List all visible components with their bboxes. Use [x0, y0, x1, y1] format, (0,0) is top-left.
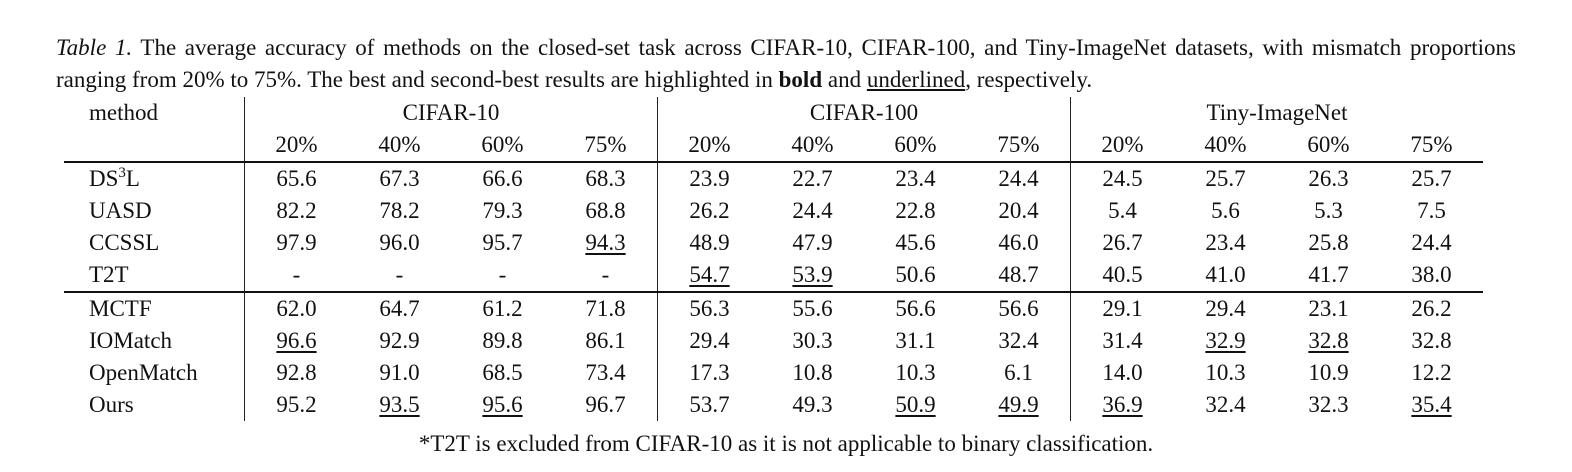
accuracy-value: 32.4 [998, 328, 1039, 353]
accuracy-value: 23.4 [895, 166, 936, 191]
accuracy-cell [864, 162, 967, 195]
proportion-header: 20% [1071, 129, 1175, 162]
accuracy-value: 95.2 [276, 392, 317, 417]
accuracy-value: 7.5 [1417, 198, 1446, 223]
accuracy-cell [1071, 259, 1175, 292]
accuracy-value: 5.4 [1108, 198, 1137, 223]
accuracy-cell [554, 292, 658, 325]
accuracy-value: 45.6 [895, 230, 936, 255]
accuracy-cell [451, 162, 554, 195]
accuracy-value: 73.4 [585, 360, 626, 385]
accuracy-cell [1380, 259, 1483, 292]
accuracy-cell [451, 259, 554, 292]
table-row [64, 227, 1483, 259]
accuracy-value: 10.9 [1308, 360, 1349, 385]
accuracy-value: 32.8 [1411, 328, 1452, 353]
accuracy-value: 56.6 [998, 296, 1039, 321]
accuracy-value: 26.3 [1308, 166, 1349, 191]
accuracy-value: 96.0 [379, 230, 420, 255]
table-row [64, 162, 1483, 195]
accuracy-cell [1277, 389, 1380, 421]
accuracy-value: 26.2 [1411, 296, 1452, 321]
accuracy-value: 68.5 [482, 360, 523, 385]
method-label: CCSSL [89, 230, 160, 255]
accuracy-value: 53.9 [792, 262, 833, 287]
method-label: Ours [89, 392, 134, 417]
accuracy-cell [658, 259, 762, 292]
accuracy-cell [245, 292, 349, 325]
accuracy-cell [967, 259, 1071, 292]
accuracy-cell [451, 292, 554, 325]
accuracy-cell [451, 389, 554, 421]
accuracy-cell [554, 227, 658, 259]
accuracy-cell [451, 195, 554, 227]
accuracy-cell [1380, 162, 1483, 195]
accuracy-cell [967, 292, 1071, 325]
method-label: MCTF [89, 296, 152, 321]
accuracy-cell [1277, 227, 1380, 259]
accuracy-value: 82.2 [276, 198, 317, 223]
accuracy-cell [1174, 389, 1277, 421]
table-caption [56, 32, 1516, 96]
accuracy-value: 95.7 [482, 230, 523, 255]
accuracy-value: 24.4 [792, 198, 833, 223]
accuracy-value: 32.9 [1205, 328, 1246, 353]
accuracy-value: 26.7 [1102, 230, 1143, 255]
accuracy-value: 12.2 [1411, 360, 1452, 385]
accuracy-cell [1380, 227, 1483, 259]
caption-lead: Table 1. [56, 35, 133, 60]
accuracy-cell [864, 195, 967, 227]
accuracy-value: 94.3 [585, 230, 626, 255]
accuracy-cell [451, 357, 554, 389]
proportion-header: 75% [1410, 132, 1453, 157]
proportion-header: 20% [245, 129, 349, 162]
proportion-header: 40% [378, 132, 421, 157]
table-row [64, 259, 1483, 292]
accuracy-value: 89.8 [482, 328, 523, 353]
accuracy-cell [1277, 162, 1380, 195]
accuracy-value: 32.4 [1205, 392, 1246, 417]
accuracy-cell [1380, 325, 1483, 357]
accuracy-cell [1174, 325, 1277, 357]
accuracy-value: 36.9 [1102, 392, 1143, 417]
method-superscript: 3 [118, 165, 126, 181]
accuracy-value: 62.0 [276, 296, 317, 321]
accuracy-cell [1277, 195, 1380, 227]
accuracy-value: 20.4 [998, 198, 1039, 223]
accuracy-value: 46.0 [998, 230, 1039, 255]
accuracy-value: 22.7 [792, 166, 833, 191]
accuracy-cell [658, 357, 762, 389]
accuracy-cell [245, 162, 349, 195]
accuracy-cell [1071, 325, 1175, 357]
proportion-header: 60% [1307, 132, 1350, 157]
accuracy-cell [1277, 259, 1380, 292]
group-header-cifar10: CIFAR-10 [245, 97, 658, 129]
accuracy-cell [967, 227, 1071, 259]
accuracy-value: - [395, 262, 404, 287]
accuracy-value: 79.3 [482, 198, 523, 223]
accuracy-cell [1277, 325, 1380, 357]
method-name [64, 292, 245, 325]
table-row [64, 325, 1483, 357]
accuracy-cell [967, 357, 1071, 389]
method-name [64, 325, 245, 357]
accuracy-value: 66.6 [482, 166, 523, 191]
accuracy-value: 23.1 [1308, 296, 1349, 321]
table-row [64, 195, 1483, 227]
method-label: OpenMatch [89, 360, 198, 385]
caption-bold-word: bold [778, 67, 823, 92]
method-label: UASD [89, 198, 152, 223]
method-label: DS [89, 166, 119, 191]
accuracy-value: 95.6 [482, 392, 523, 417]
accuracy-cell [348, 325, 451, 357]
method-name [64, 227, 245, 259]
accuracy-value: 30.3 [792, 328, 833, 353]
accuracy-value: 41.0 [1205, 262, 1246, 287]
accuracy-cell [1380, 357, 1483, 389]
caption-text: The average accuracy of methods on the closed-set task across CIFAR-10, CIFAR-100, and Tiny-ImageNet datasets, with mismatch proportions ranging from 20% to 75%. The best and second-best results are highlighted in [56, 35, 1516, 92]
accuracy-value: 48.7 [998, 262, 1039, 287]
accuracy-value: 25.7 [1205, 166, 1246, 191]
method-label: IOMatch [89, 328, 173, 353]
accuracy-value: 17.3 [689, 360, 730, 385]
accuracy-value: 24.4 [998, 166, 1039, 191]
accuracy-cell [554, 259, 658, 292]
method-column-header: method [89, 100, 158, 125]
accuracy-value: 22.8 [895, 198, 936, 223]
accuracy-value: 24.4 [1411, 230, 1452, 255]
accuracy-cell [1174, 195, 1277, 227]
accuracy-cell [967, 389, 1071, 421]
caption-text: and [822, 67, 867, 92]
accuracy-cell [761, 292, 864, 325]
accuracy-value: 93.5 [379, 392, 420, 417]
accuracy-value: 96.7 [585, 392, 626, 417]
accuracy-value: 61.2 [482, 296, 523, 321]
accuracy-cell [1277, 357, 1380, 389]
accuracy-value: 96.6 [276, 328, 317, 353]
accuracy-cell [864, 389, 967, 421]
caption-text: , respectively. [965, 67, 1093, 92]
accuracy-value: 78.2 [379, 198, 420, 223]
accuracy-value: 56.3 [689, 296, 730, 321]
caption-underline-word: underlined [866, 67, 966, 92]
accuracy-cell [1174, 259, 1277, 292]
table-row [64, 389, 1483, 421]
accuracy-value: 97.9 [276, 230, 317, 255]
accuracy-cell [761, 357, 864, 389]
accuracy-cell [761, 195, 864, 227]
accuracy-cell [554, 162, 658, 195]
accuracy-value: 32.3 [1308, 392, 1349, 417]
results-table [64, 97, 1483, 421]
accuracy-value: 47.9 [792, 230, 833, 255]
accuracy-cell [245, 325, 349, 357]
accuracy-value: 29.1 [1102, 296, 1143, 321]
method-name [64, 357, 245, 389]
accuracy-cell [1071, 162, 1175, 195]
accuracy-value: 31.1 [895, 328, 936, 353]
accuracy-cell [245, 259, 349, 292]
accuracy-cell [1071, 227, 1175, 259]
method-label: T2T [89, 262, 129, 287]
accuracy-value: 26.2 [689, 198, 730, 223]
accuracy-value: 31.4 [1102, 328, 1143, 353]
accuracy-value: - [498, 262, 507, 287]
accuracy-cell [1071, 357, 1175, 389]
accuracy-value: 92.8 [276, 360, 317, 385]
accuracy-cell [554, 389, 658, 421]
accuracy-value: 48.9 [689, 230, 730, 255]
accuracy-value: 35.4 [1411, 392, 1452, 417]
accuracy-value: 29.4 [689, 328, 730, 353]
accuracy-value: 23.9 [689, 166, 730, 191]
accuracy-value: 68.3 [585, 166, 626, 191]
accuracy-cell [348, 162, 451, 195]
accuracy-cell [348, 357, 451, 389]
accuracy-value: 25.8 [1308, 230, 1349, 255]
accuracy-cell [761, 389, 864, 421]
accuracy-cell [245, 195, 349, 227]
accuracy-cell [761, 325, 864, 357]
accuracy-cell [864, 227, 967, 259]
accuracy-cell [658, 325, 762, 357]
accuracy-cell [761, 162, 864, 195]
accuracy-value: 65.6 [276, 166, 317, 191]
accuracy-cell [761, 227, 864, 259]
accuracy-cell [1071, 195, 1175, 227]
method-header-spacer [64, 129, 245, 162]
proportion-header: 75% [584, 132, 627, 157]
table-footnote: *T2T is excluded from CIFAR-10 as it is not applicable to binary classification. [418, 431, 1154, 456]
table-group-header-row [64, 97, 1483, 129]
accuracy-value: 5.6 [1211, 198, 1240, 223]
accuracy-cell [348, 195, 451, 227]
accuracy-value: 50.6 [895, 262, 936, 287]
accuracy-value: 54.7 [689, 262, 730, 287]
accuracy-cell [245, 389, 349, 421]
accuracy-value: 38.0 [1411, 262, 1452, 287]
accuracy-value: 64.7 [379, 296, 420, 321]
accuracy-cell [864, 259, 967, 292]
accuracy-value: 24.5 [1102, 166, 1143, 191]
accuracy-value: 10.3 [895, 360, 936, 385]
accuracy-cell [864, 357, 967, 389]
accuracy-cell [245, 227, 349, 259]
accuracy-value: 71.8 [585, 296, 626, 321]
accuracy-cell [451, 325, 554, 357]
accuracy-cell [245, 357, 349, 389]
accuracy-cell [554, 325, 658, 357]
accuracy-cell [864, 325, 967, 357]
accuracy-value: - [292, 262, 301, 287]
proportion-header: 60% [481, 132, 524, 157]
table-row [64, 357, 1483, 389]
accuracy-value: 10.3 [1205, 360, 1246, 385]
accuracy-cell [348, 259, 451, 292]
method-label-tail: L [125, 166, 140, 191]
accuracy-cell [658, 162, 762, 195]
accuracy-value: 53.7 [689, 392, 730, 417]
accuracy-cell [1174, 227, 1277, 259]
accuracy-cell [658, 292, 762, 325]
accuracy-cell [554, 195, 658, 227]
accuracy-value: 40.5 [1102, 262, 1143, 287]
method-name [64, 195, 245, 227]
accuracy-cell [658, 389, 762, 421]
accuracy-cell [967, 325, 1071, 357]
accuracy-value: 49.9 [998, 392, 1039, 417]
accuracy-cell [967, 195, 1071, 227]
accuracy-cell [1174, 162, 1277, 195]
accuracy-value: 14.0 [1102, 360, 1143, 385]
accuracy-cell [761, 259, 864, 292]
accuracy-cell [1174, 357, 1277, 389]
accuracy-value: 29.4 [1205, 296, 1246, 321]
accuracy-cell [1380, 389, 1483, 421]
accuracy-value: 68.8 [585, 198, 626, 223]
accuracy-cell [451, 227, 554, 259]
accuracy-cell [348, 227, 451, 259]
method-name [64, 259, 245, 292]
accuracy-value: 86.1 [585, 328, 626, 353]
accuracy-cell [658, 195, 762, 227]
accuracy-value: 25.7 [1411, 166, 1452, 191]
table-row [64, 292, 1483, 325]
method-name [64, 389, 245, 421]
accuracy-value: 55.6 [792, 296, 833, 321]
proportion-header: 75% [997, 132, 1040, 157]
accuracy-value: 32.8 [1308, 328, 1349, 353]
accuracy-value: 67.3 [379, 166, 420, 191]
proportion-header: 40% [1204, 132, 1247, 157]
accuracy-cell [348, 389, 451, 421]
group-header-cifar100: CIFAR-100 [658, 97, 1071, 129]
accuracy-cell [1071, 292, 1175, 325]
method-name [64, 162, 245, 195]
accuracy-value: 23.4 [1205, 230, 1246, 255]
accuracy-value: 92.9 [379, 328, 420, 353]
accuracy-value: 49.3 [792, 392, 833, 417]
accuracy-value: - [601, 262, 610, 287]
accuracy-value: 5.3 [1314, 198, 1343, 223]
accuracy-cell [1380, 195, 1483, 227]
accuracy-value: 50.9 [895, 392, 936, 417]
proportion-header: 20% [658, 129, 762, 162]
accuracy-cell [864, 292, 967, 325]
accuracy-cell [1277, 292, 1380, 325]
proportion-header: 40% [791, 132, 834, 157]
accuracy-value: 56.6 [895, 296, 936, 321]
group-header-tiny-imagenet: Tiny-ImageNet [1071, 97, 1484, 129]
accuracy-cell [1380, 292, 1483, 325]
table-proportion-header-row [64, 129, 1483, 162]
table-body [64, 162, 1483, 421]
accuracy-value: 6.1 [1004, 360, 1033, 385]
accuracy-value: 10.8 [792, 360, 833, 385]
accuracy-cell [1071, 389, 1175, 421]
accuracy-cell [967, 162, 1071, 195]
accuracy-value: 91.0 [379, 360, 420, 385]
accuracy-cell [1174, 292, 1277, 325]
accuracy-value: 41.7 [1308, 262, 1349, 287]
accuracy-cell [348, 292, 451, 325]
accuracy-cell [554, 357, 658, 389]
proportion-header: 60% [894, 132, 937, 157]
accuracy-cell [658, 227, 762, 259]
